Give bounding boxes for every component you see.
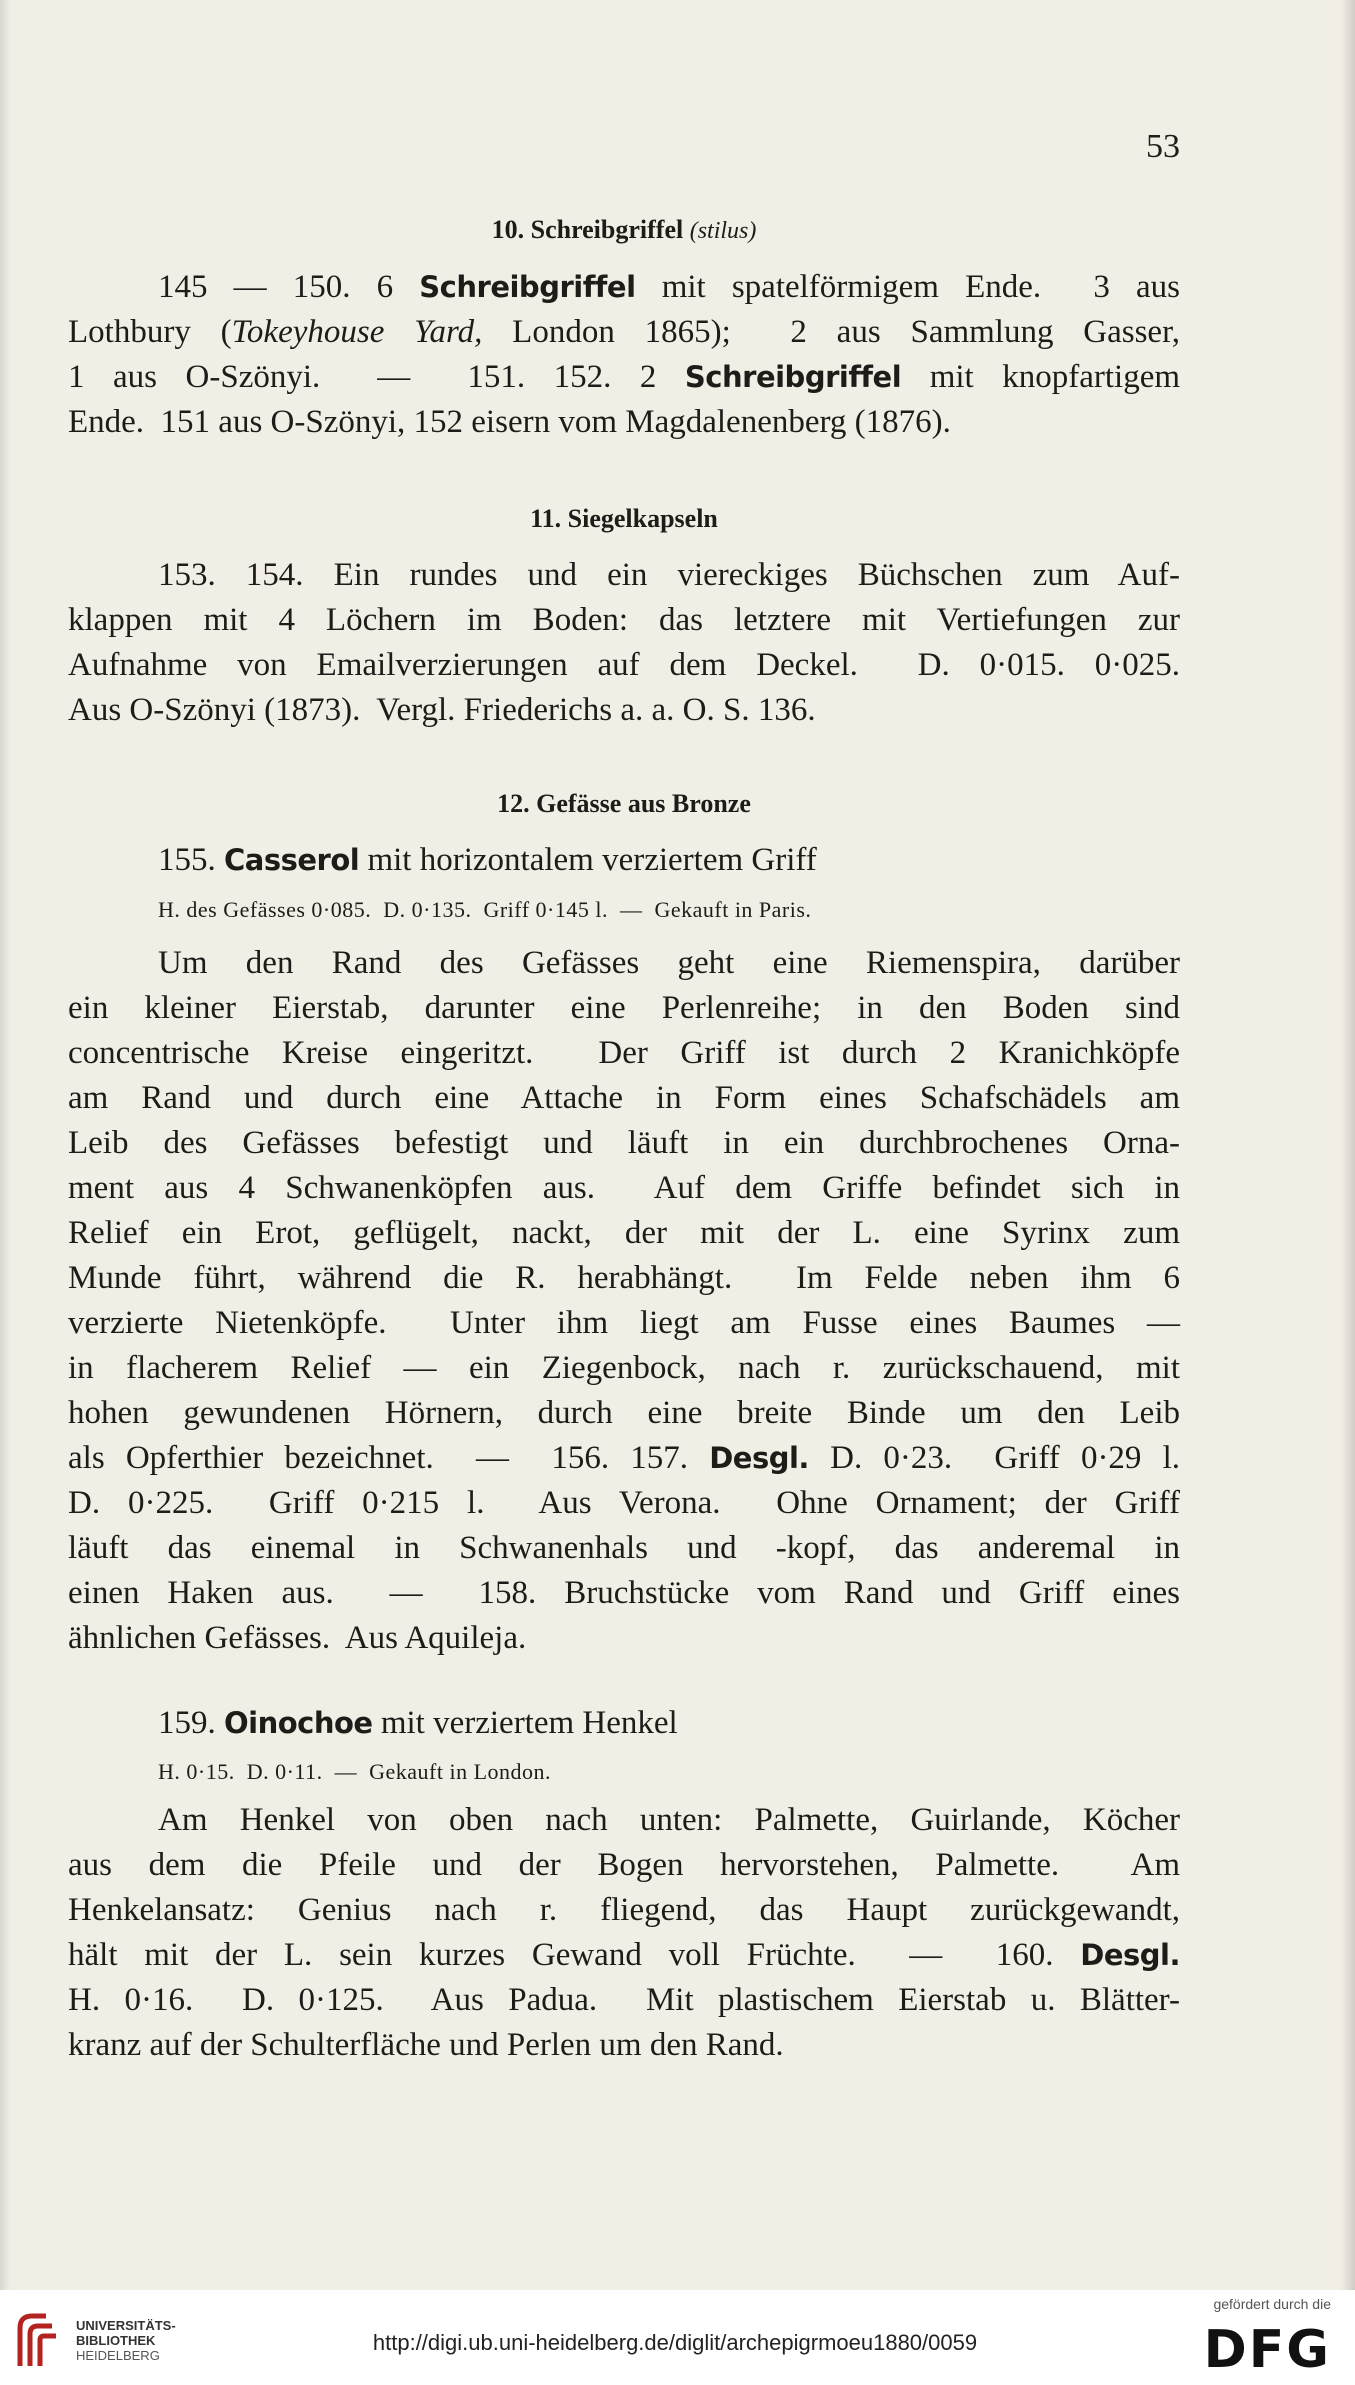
text-line: Leib des Gefässes befestigt und läuft in ein durchbrochenes Orna- — [68, 1125, 1180, 1161]
text-line: Relief ein Erot, geflügelt, nackt, der mit der L. eine Syrinx zum — [68, 1215, 1180, 1251]
item-meta-155: H. des Gefässes 0·085. D. 0·135. Griff 0·145 l. — Gekauft in Paris. — [158, 897, 812, 922]
text-line: verzierte Nietenköpfe. Unter ihm liegt am Fusse eines Baumes — — [68, 1305, 1180, 1341]
text-line: 153. 154. Ein rundes und ein viereckiges Büchschen zum Auf- — [158, 557, 1180, 593]
text-line: aus dem die Pfeile und der Bogen hervorstehen, Palmette. Am — [68, 1847, 1180, 1883]
text-line: Um den Rand des Gefässes geht eine Riemenspira, darüber — [158, 945, 1180, 981]
text-line: Am Henkel von oben nach unten: Palmette, Guirlande, Köcher — [158, 1802, 1180, 1838]
text-line: ein kleiner Eierstab, darunter eine Perlenreihe; in den Boden sind — [68, 990, 1180, 1026]
library-name: UNIVERSITÄTS- BIBLIOTHEK HEIDELBERG — [76, 2318, 176, 2363]
page-number: 53 — [1146, 128, 1180, 165]
text-line: hält mit der L. sein kurzes Gewand voll Früchte. — 160. Desgl. — [68, 1937, 1181, 1973]
dfg-logo: DFG — [1203, 2320, 1331, 2380]
text-line: 1 aus O-Szönyi. — 151. 152. 2 Schreibgriffel mit knopfartigem — [68, 359, 1181, 395]
section-title: 10. Schreibgriffel — [491, 215, 684, 244]
university-library-logo-icon — [12, 2308, 62, 2372]
text-line: Lothbury (Tokeyhouse Yard, London 1865); 2 aus Sammlung Gasser, — [68, 314, 1181, 350]
section-title-note: (stilus) — [689, 218, 757, 244]
item-meta-159: H. 0·15. D. 0·11. — Gekauft in London. — [158, 1759, 552, 1784]
text-line: H. 0·16. D. 0·125. Aus Padua. Mit plastischem Eierstab u. Blätter- — [68, 1982, 1180, 2018]
text-line: einen Haken aus. — 158. Bruchstücke vom Rand und Griff eines — [68, 1575, 1180, 1611]
text-line: Ende. 151 aus O-Szönyi, 152 eisern vom Magdalenenberg (1876). — [68, 404, 951, 440]
section-heading-10 — [68, 215, 1180, 245]
text-line: Henkelansatz: Genius nach r. fliegend, das Haupt zurückgewandt, — [68, 1892, 1180, 1928]
page-edge-left — [0, 0, 10, 2290]
text-line: D. 0·225. Griff 0·215 l. Aus Verona. Ohne Ornament; der Griff — [68, 1485, 1180, 1521]
section-heading-11: 11. Siegelkapseln — [530, 504, 718, 533]
section-heading-12: 12. Gefässe aus Bronze — [497, 789, 751, 818]
page-edge-right — [1341, 0, 1355, 2290]
text-line: läuft das einemal in Schwanenhals und -kopf, das anderemal in — [68, 1530, 1180, 1566]
text-line: in flacherem Relief — ein Ziegenbock, nach r. zurückschauend, mit — [68, 1350, 1180, 1386]
text-line: Munde führt, während die R. herabhängt. Im Felde neben ihm 6 — [68, 1260, 1180, 1296]
text-line: klappen mit 4 Löchern im Boden: das letztere mit Vertiefungen zur — [68, 602, 1180, 638]
text-line: ment aus 4 Schwanenköpfen aus. Auf dem Griffe befindet sich in — [68, 1170, 1180, 1206]
item-heading-159: 159. Oinochoe mit verziertem Henkel — [158, 1705, 678, 1741]
text-line: concentrische Kreise eingeritzt. Der Griff ist durch 2 Kranichköpfe — [68, 1035, 1180, 1071]
text-line: Aufnahme von Emailverzierungen auf dem Deckel. D. 0·015. 0·025. — [68, 647, 1180, 683]
text-line: kranz auf der Schulterfläche und Perlen um den Rand. — [68, 2027, 784, 2063]
text-line: Aus O-Szönyi (1873). Vergl. Friederichs a. a. O. S. 136. — [68, 692, 816, 728]
funding-note: gefördert durch die — [1213, 2296, 1331, 2312]
text-line: 145 — 150. 6 Schreibgriffel mit spatelförmigem Ende. 3 aus — [158, 269, 1181, 305]
text-line: hohen gewundenen Hörnern, durch eine breite Binde um den Leib — [68, 1395, 1180, 1431]
text-line: als Opferthier bezeichnet. — 156. 157. Desgl. D. 0·23. Griff 0·29 l. — [68, 1440, 1181, 1476]
text-line: ähnlichen Gefässes. Aus Aquileja. — [68, 1620, 527, 1656]
item-heading-155: 155. Casserol mit horizontalem verziertem Griff — [158, 842, 817, 878]
viewer-footer — [0, 2290, 1355, 2385]
text-line: am Rand und durch eine Attache in Form eines Schafschädels am — [68, 1080, 1180, 1116]
page-url-link[interactable]: http://digi.ub.uni-heidelberg.de/diglit/archepigrmoeu1880/0059 — [372, 2330, 978, 2355]
